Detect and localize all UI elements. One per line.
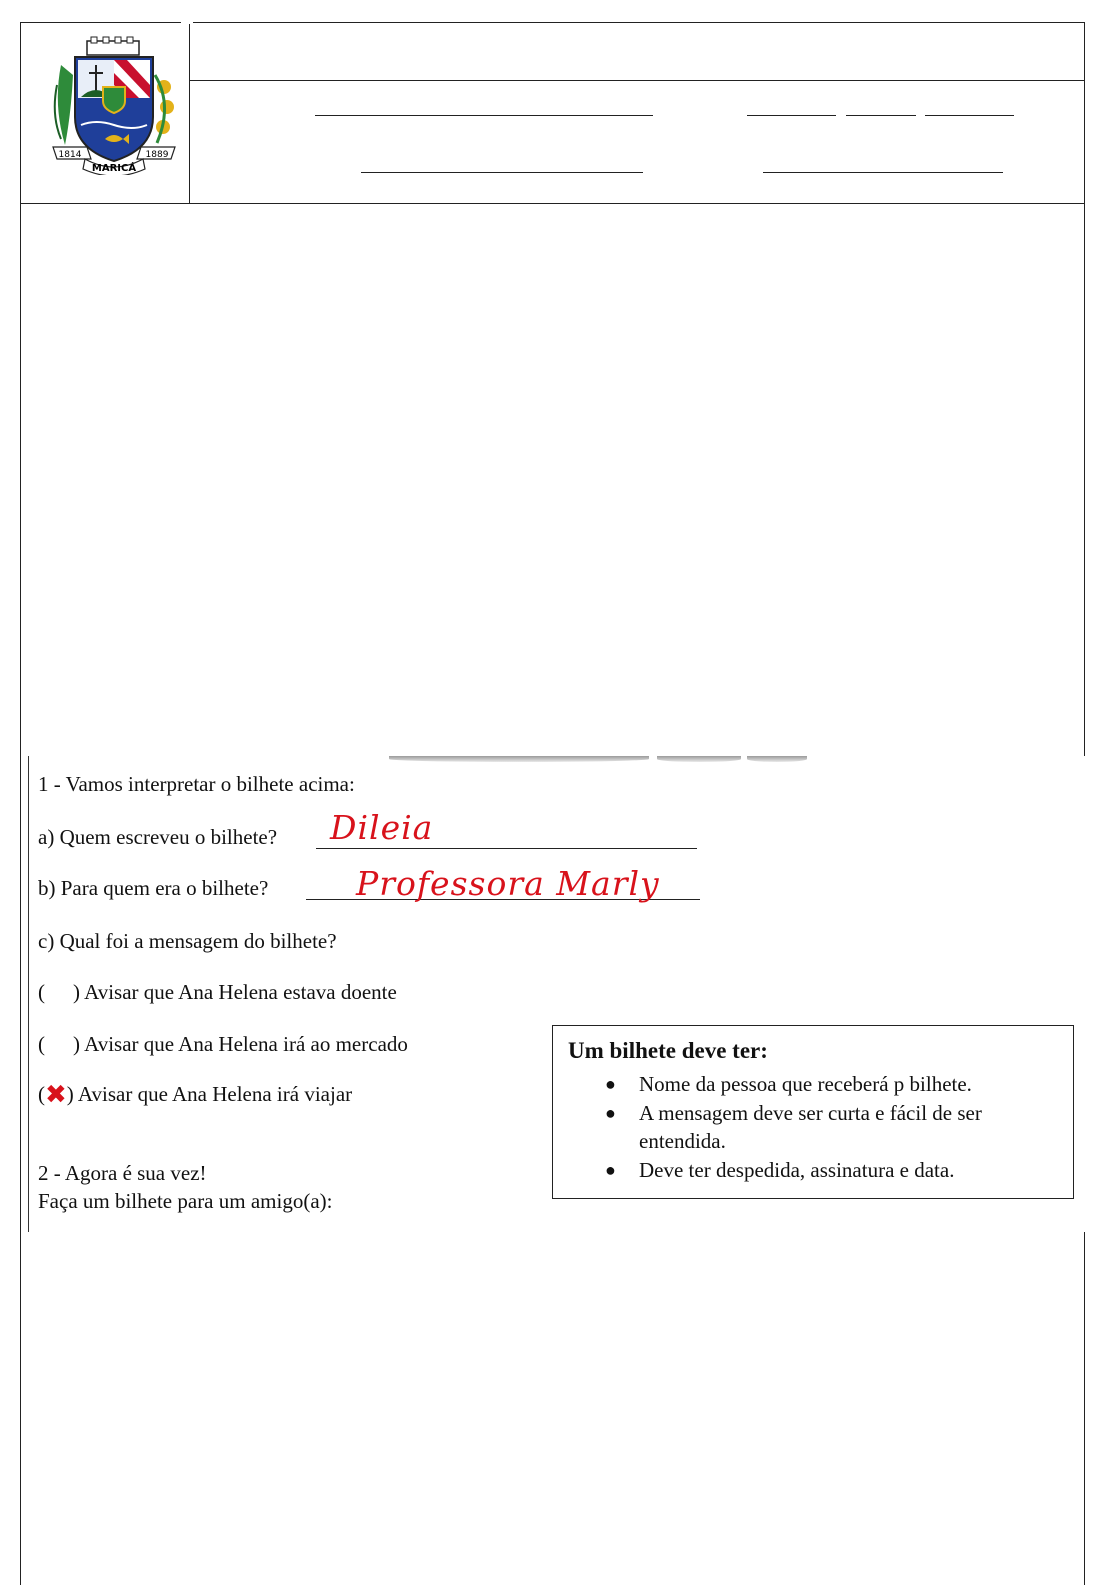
tip-item: ● Nome da pessoa que receberá p bilhete. bbox=[605, 1072, 972, 1096]
q1b-answer: Professora Marly bbox=[356, 864, 660, 903]
class-blank-line[interactable] bbox=[763, 172, 1003, 173]
coat-left-year: 1814 bbox=[58, 150, 82, 160]
date-year-blank[interactable] bbox=[925, 115, 1014, 116]
date-day-blank[interactable] bbox=[747, 115, 836, 116]
logo-cell bbox=[21, 23, 190, 203]
tip-title: Um bilhete deve ter: bbox=[568, 1038, 768, 1063]
bullet-icon: ● bbox=[605, 1074, 616, 1094]
q1-title: 1 - Vamos interpretar o bilhete acima: bbox=[38, 772, 355, 796]
coat-banner-text: MARICÁ bbox=[91, 163, 137, 174]
tip-list bbox=[553, 1070, 1059, 1185]
teacher-blank-line[interactable] bbox=[361, 172, 643, 173]
name-blank-line[interactable] bbox=[315, 115, 653, 116]
school-header bbox=[20, 22, 1085, 204]
q1c-label: c) Qual foi a mensagem do bilhete? bbox=[38, 929, 337, 953]
q1b-label: b) Para quem era o bilhete? bbox=[38, 876, 269, 900]
q1a-label: a) Quem escreveu o bilhete? bbox=[38, 825, 278, 849]
header-row-divider bbox=[190, 80, 1084, 81]
tip-box bbox=[552, 1025, 1074, 1199]
header-notch bbox=[181, 22, 193, 24]
tip-item: ● A mensagem deve ser curta e fácil de ser entendida. bbox=[605, 1101, 982, 1153]
q2-title: 2 - Agora é sua vez! bbox=[38, 1161, 207, 1185]
option-1[interactable]: ( ) Avisar que Ana Helena estava doente bbox=[38, 980, 397, 1004]
option-3-check-x-icon[interactable]: ✖ bbox=[45, 1080, 67, 1110]
scan-shadow bbox=[389, 756, 649, 762]
bullet-icon: ● bbox=[605, 1103, 616, 1123]
tip-item: ● Deve ter despedida, assinatura e data. bbox=[605, 1158, 955, 1182]
coat-of-arms-icon bbox=[51, 35, 177, 175]
option-3-text: Avisar que Ana Helena irá viajar bbox=[77, 1082, 353, 1106]
scan-shadow bbox=[747, 756, 807, 762]
option-1-text: Avisar que Ana Helena estava doente bbox=[84, 980, 397, 1004]
q1a-answer-line[interactable] bbox=[316, 848, 697, 849]
date-month-blank[interactable] bbox=[846, 115, 916, 116]
option-2[interactable]: ( ) Avisar que Ana Helena irá ao mercado bbox=[38, 1032, 408, 1056]
q2-instruction: Faça um bilhete para um amigo(a): bbox=[38, 1189, 333, 1213]
option-3[interactable]: (✖) Avisar que Ana Helena irá viajar bbox=[38, 1080, 353, 1110]
scan-shadow bbox=[657, 756, 741, 762]
option-2-text: Avisar que Ana Helena irá ao mercado bbox=[84, 1032, 408, 1056]
coat-right-year: 1889 bbox=[145, 150, 169, 160]
bullet-icon: ● bbox=[605, 1160, 616, 1180]
q1a-answer: Dileia bbox=[330, 808, 434, 847]
